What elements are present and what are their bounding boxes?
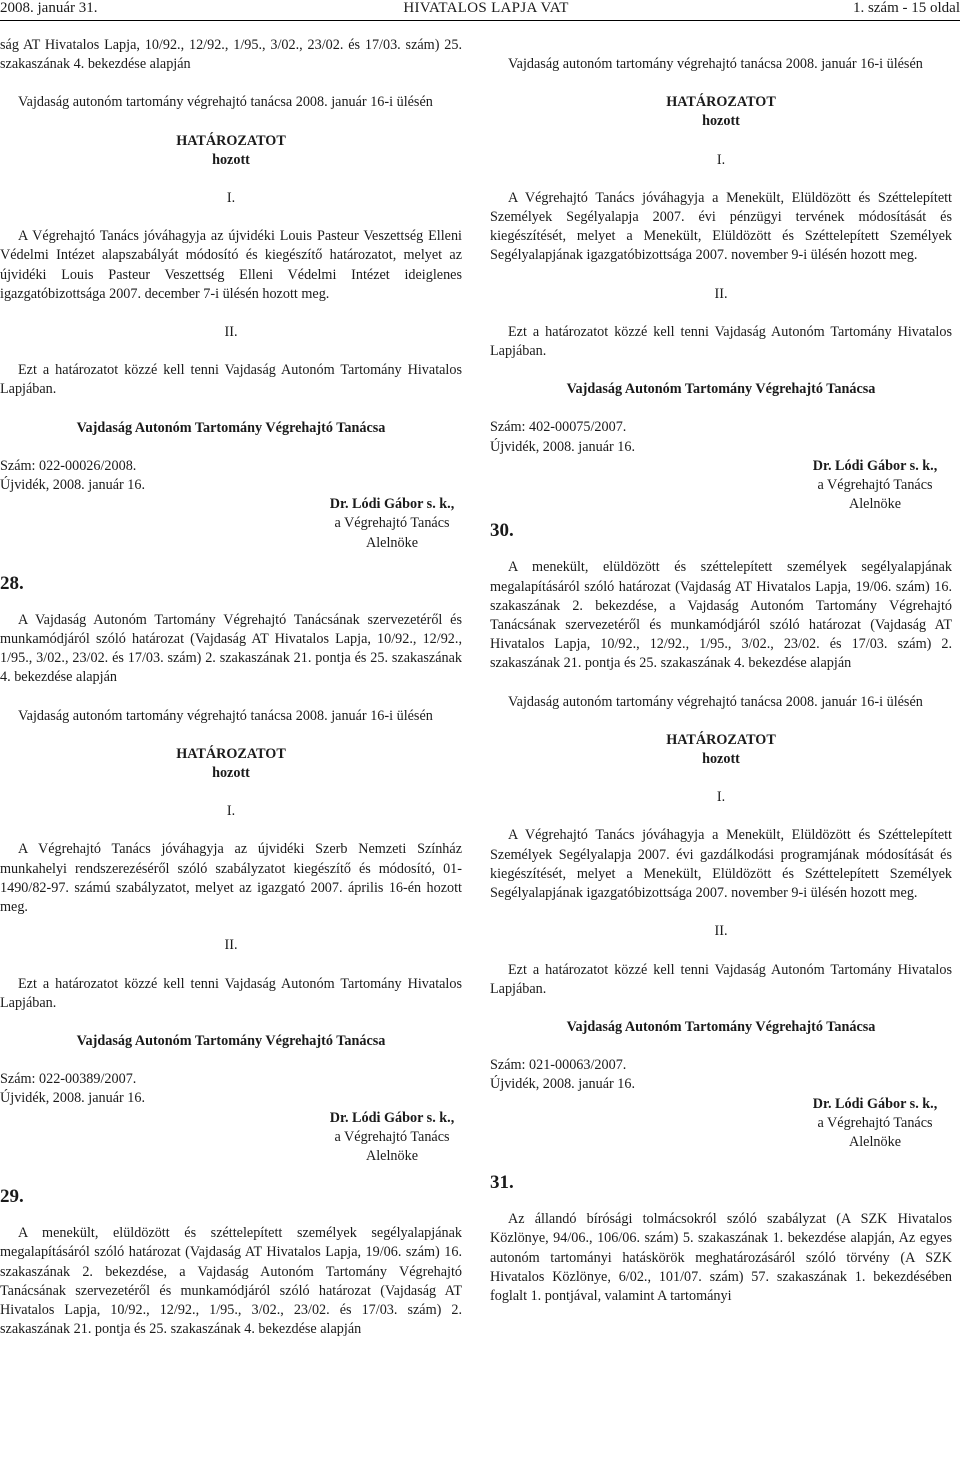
left-signature-block-2 <box>322 1109 462 1167</box>
right-column <box>490 36 952 1306</box>
signer-title: Alelnöke <box>365 1147 418 1164</box>
document-number-31: 31. <box>490 1172 514 1194</box>
right-resolution-body-2: A Végrehajtó Tanács jóváhagyja a Menekült, Elüldözött és Széttelepített Személyek Segélyalapja 2007. évi gazdálkodási programjának módosítását és kiegészítését, melyet a Menekült, Elüldözött és Széttelepített Személyek Segélyalapjának igazgatóbizottsága 2007. november 9-i ülésén hozott meg. <box>490 827 952 902</box>
right-reference-number-2: Szám: 021-00063/2007. <box>490 1057 627 1074</box>
right-signature-block-2 <box>798 1095 952 1153</box>
signer-name: Dr. Lódi Gábor s. k., <box>329 496 455 513</box>
right-council-name-1: Vajdaság Autonóm Tartomány Végrehajtó Tanácsa <box>566 381 876 398</box>
document-number-28: 28. <box>0 572 24 594</box>
right-session-line-1: Vajdaság autonóm tartomány végrehajtó tanácsa 2008. január 16-i ülésén <box>508 56 923 72</box>
right-session-line-2: Vajdaság autonóm tartomány végrehajtó tanácsa 2008. január 16-i ülésén <box>508 693 923 710</box>
right-resolution-title-2: HATÁROZATOT <box>666 731 776 748</box>
left-session-line-1: Vajdaság autonóm tartomány végrehajtó tanácsa 2008. január 16-i ülésén <box>18 94 433 111</box>
signer-role: a Végrehajtó Tanács <box>334 515 450 532</box>
left-resolution-hozott-1: hozott <box>212 151 250 168</box>
right-place-date-2: Újvidék, 2008. január 16. <box>490 1076 635 1093</box>
left-legal-basis-2: A Vajdaság Autonóm Tartomány Végrehajtó Tanácsának szervezetéről és munkamódjáról szóló határozat (Vajdaság AT Hivatalos Lapja, 10/92., 12/92., 1/95., 3/02., 23/02. és 17/03. szám) 2. szakaszának 21. pontja és 25. szakaszának 4. bekezdése alapján <box>0 611 462 686</box>
signer-name: Dr. Lódi Gábor s. k., <box>812 457 938 474</box>
signer-title: Alelnöke <box>848 1133 901 1150</box>
right-resolution-title-1: HATÁROZATOT <box>666 94 776 111</box>
left-resolution-title-2: HATÁROZATOT <box>176 745 286 762</box>
signer-name: Dr. Lódi Gábor s. k., <box>329 1109 455 1126</box>
right-resolution-hozott-1: hozott <box>702 113 740 130</box>
header-page-number: 1. szám - 15 oldal <box>852 0 960 16</box>
right-council-name-2: Vajdaság Autonóm Tartomány Végrehajtó Tanácsa <box>566 1018 876 1035</box>
left-section-ii-2: II. <box>224 937 238 954</box>
left-place-date-1: Újvidék, 2008. január 16. <box>0 477 145 494</box>
right-place-date-1: Újvidék, 2008. január 16. <box>490 438 635 455</box>
right-resolution-hozott-2: hozott <box>702 751 740 768</box>
header-title: HIVATALOS LAPJA VAT <box>403 0 569 16</box>
right-legal-basis-3: Az állandó bírósági tolmácsokról szóló szabályzat (A SZK Hivatalos Közlönye, 94/06., 106/06. szám) 5. szakaszának 1. bekezdése alapján, Az egyes autonóm tartományi hatáskörök meghatározásáról szóló törvény (A SZK Hivatalos Közlönye, 6/02., 101/07. szám) 57. szakaszának 1. bekezdésében foglalt 1. pontjával, valamint A tartományi <box>490 1211 952 1304</box>
signer-role: a Végrehajtó Tanács <box>817 477 933 494</box>
left-column <box>0 36 462 1339</box>
right-section-ii-1: II. <box>714 285 728 302</box>
left-intro-paragraph: ság AT Hivatalos Lapja, 10/92., 12/92., 1/95., 3/02., 23/02. és 17/03. szám) 25. szakaszának 4. bekezdése alapján <box>0 37 462 73</box>
right-section-ii-2: II. <box>714 923 728 940</box>
left-session-line-2: Vajdaság autonóm tartomány végrehajtó tanácsa 2008. január 16-i ülésén <box>18 707 433 724</box>
left-section-i-1: I. <box>226 190 236 207</box>
left-signature-block-1 <box>322 495 462 553</box>
left-council-name-2: Vajdaság Autonóm Tartomány Végrehajtó Tanácsa <box>76 1032 386 1049</box>
left-section-i-2: I. <box>226 803 236 820</box>
right-publication-note-1: Ezt a határozatot közzé kell tenni Vajdaság Autonóm Tartomány Hivatalos Lapjában. <box>490 323 952 360</box>
left-place-date-2: Újvidék, 2008. január 16. <box>0 1090 145 1107</box>
left-council-name-1: Vajdaság Autonóm Tartomány Végrehajtó Tanácsa <box>76 419 386 436</box>
right-section-i-2: I. <box>716 789 726 806</box>
signer-title: Alelnöke <box>365 534 418 551</box>
document-number-29: 29. <box>0 1186 24 1208</box>
left-reference-number-1: Szám: 022-00026/2008. <box>0 457 137 474</box>
left-reference-number-2: Szám: 022-00389/2007. <box>0 1071 137 1088</box>
left-legal-basis-3: A menekült, elüldözött és széttelepített személyek segélyalapjának megalapításáról szóló határozat (Vajdaság AT Hivatalos Lapja, 19/06. szám) 16. szakaszának 2. bekezdése, a Vajdaság Autonóm Tartomány Végrehajtó Tanácsának szervezetéről és munkamódjáról szóló határozat (Vajdaság AT Hivatalos Lapja, 10/92., 12/92., 1/95., 3/02., 23/02. és 17/03. szám) 2. szakaszának 21. pontja és 25. szakaszának 4. bekezdése alapján <box>0 1225 462 1338</box>
header-date: 2008. január 31. <box>0 0 98 16</box>
signer-title: Alelnöke <box>848 496 901 513</box>
right-legal-basis-2: A menekült, elüldözött és széttelepített személyek segélyalapjának megalapításáról szóló határozat (Vajdaság AT Hivatalos Lapja, 19/06. szám) 16. szakaszának 2. bekezdése, a Vajdaság Autonóm Tartomány Végrehajtó Tanácsának szervezetéről és munkamódjáról szóló határozat (Vajdaság AT Hivatalos Lapja, 10/92., 12/92., 1/95., 3/02., 23/02. és 17/03. szám) 2. szakaszának 21. pontja és 25. szakaszának 4. bekezdése alapján <box>490 559 952 672</box>
page-header <box>0 0 960 21</box>
left-publication-note-1: Ezt a határozatot közzé kell tenni Vajdaság Autonóm Tartomány Hivatalos Lapjában. <box>0 362 462 398</box>
signer-role: a Végrehajtó Tanács <box>817 1114 933 1131</box>
signer-role: a Végrehajtó Tanács <box>334 1128 450 1145</box>
right-reference-number-1: Szám: 402-00075/2007. <box>490 419 627 436</box>
left-resolution-body-1: A Végrehajtó Tanács jóváhagyja az újvidéki Louis Pasteur Veszettség Elleni Védelmi Intézet alapszabályát módosító és kiegészítő határozatot, melyet az újvidéki Louis Pasteur Veszettség Elleni Védelmi Intézet ideiglenes igazgatóbizottsága 2007. december 7-i ülésén hozott meg. <box>0 228 462 302</box>
right-section-i-1: I. <box>716 151 726 168</box>
signer-name: Dr. Lódi Gábor s. k., <box>812 1095 938 1112</box>
left-resolution-title-1: HATÁROZATOT <box>176 132 286 149</box>
left-resolution-body-2: A Végrehajtó Tanács jóváhagyja az újvidéki Szerb Nemzeti Színház munkahelyi rendszerezéséről szóló szabályzatot kiegészítő és módosító, 01-1490/82-97. számú szabályzatot, melyet az igazgató 2007. április 16-én hozott meg. <box>0 841 462 916</box>
document-number-30: 30. <box>490 520 514 542</box>
right-signature-block-1 <box>798 457 952 515</box>
right-publication-note-2: Ezt a határozatot közzé kell tenni Vajdaság Autonóm Tartomány Hivatalos Lapjában. <box>490 961 952 997</box>
left-section-ii-1: II. <box>224 324 238 341</box>
right-resolution-body-1: A Végrehajtó Tanács jóváhagyja a Menekült, Elüldözött és Széttelepített Személyek Segélyalapja 2007. évi pénzügyi tervének módosítását és kiegészítését, melyet a Menekült, Elüldözött és Széttelepített Személyek Segélyalapjának igazgatóbizottsága 2007. november 9-i ülésén hozott meg. <box>490 189 952 264</box>
left-publication-note-2: Ezt a határozatot közzé kell tenni Vajdaság Autonóm Tartomány Hivatalos Lapjában. <box>0 975 462 1011</box>
left-resolution-hozott-2: hozott <box>212 765 250 782</box>
